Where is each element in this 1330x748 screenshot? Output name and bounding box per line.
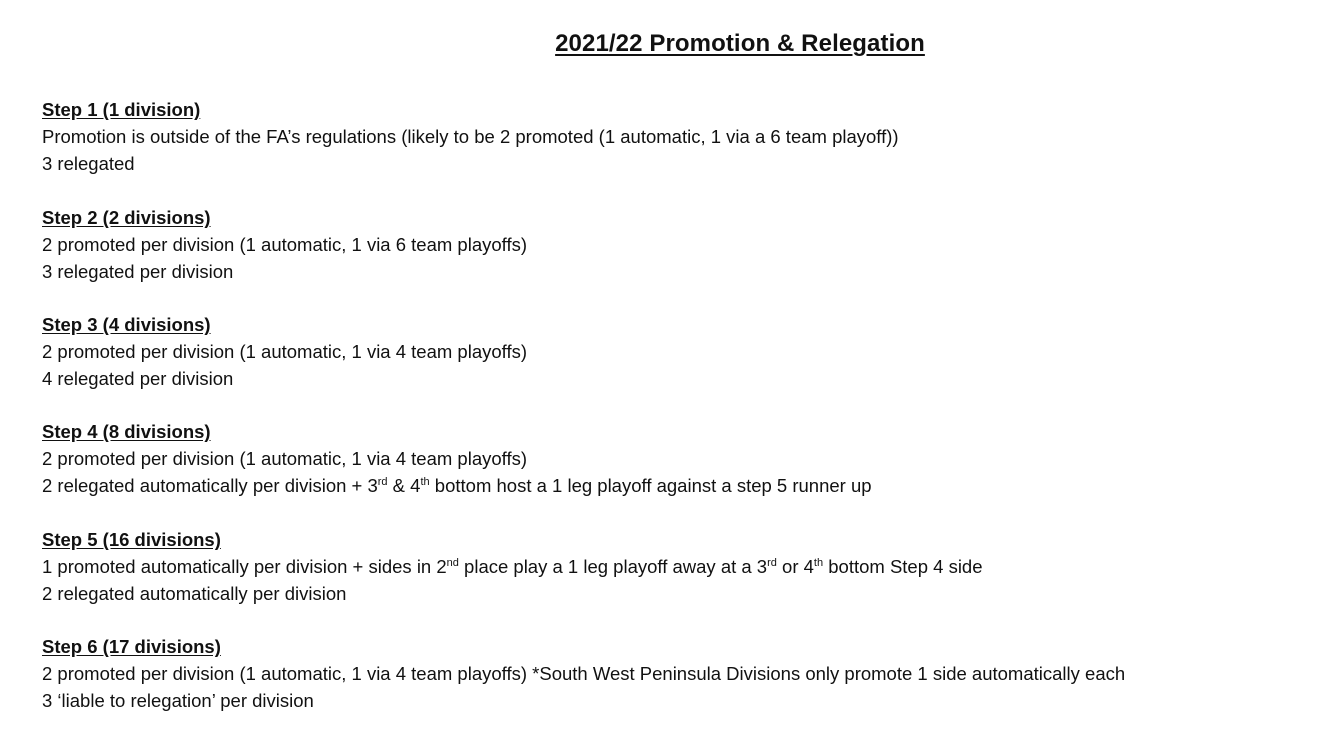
step-5-promotion-part-c: or 4: [776, 556, 814, 577]
step-3-section: [42, 311, 1312, 392]
step-4-section: [42, 418, 1312, 499]
step-1-heading: Step 1 (1 division): [42, 99, 201, 120]
superscript-th: th: [420, 476, 430, 488]
step-4-heading: Step 4 (8 divisions): [42, 421, 211, 442]
superscript-nd: nd: [446, 557, 459, 569]
step-6-promotion-text: 2 promoted per division (1 automatic, 1 via 4 team playoffs) *South West Peninsula Divisions only promote 1 side automatically each: [42, 663, 1126, 684]
step-6-relegation-text: 3 ‘liable to relegation’ per division: [42, 690, 314, 711]
step-5-promotion-part-a: 1 promoted automatically per division + sides in 2: [42, 556, 447, 577]
page-title: 2021/22 Promotion & Relegation: [555, 30, 925, 57]
step-4-relegation-text: [42, 472, 1312, 499]
superscript-th: th: [813, 557, 824, 569]
step-4-promotion-text: 2 promoted per division (1 automatic, 1 via 4 team playoffs): [42, 448, 528, 469]
step-5-promotion-text: [42, 553, 1312, 580]
step-6-heading: Step 6 (17 divisions): [42, 636, 221, 657]
step-5-promotion-part-d: bottom Step 4 side: [823, 556, 983, 577]
step-2-promotion-text: 2 promoted per division (1 automatic, 1 via 6 team playoffs): [42, 234, 528, 255]
step-4-relegation-part-a: 2 relegated automatically per division + 3: [42, 475, 378, 496]
step-3-relegation-text: 4 relegated per division: [42, 368, 234, 389]
step-4-relegation-part-b: & 4: [387, 475, 421, 496]
step-2-section: [42, 204, 1312, 285]
step-1-relegation-text: 3 relegated: [42, 153, 135, 174]
step-5-relegation-text: 2 relegated automatically per division: [42, 583, 347, 604]
step-3-heading: Step 3 (4 divisions): [42, 314, 211, 335]
step-1-section: [42, 96, 1312, 177]
step-6-section: [42, 633, 1312, 714]
step-5-promotion-part-b: place play a 1 leg playoff away at a 3: [458, 556, 768, 577]
step-2-heading: Step 2 (2 divisions): [42, 207, 211, 228]
step-2-relegation-text: 3 relegated per division: [42, 261, 234, 282]
superscript-rd: rd: [767, 557, 777, 569]
step-3-promotion-text: 2 promoted per division (1 automatic, 1 via 4 team playoffs): [42, 341, 528, 362]
step-1-promotion-text: Promotion is outside of the FA’s regulations (likely to be 2 promoted (1 automatic, 1 via a 6 team playoff)): [42, 126, 899, 147]
step-5-heading: Step 5 (16 divisions): [42, 529, 221, 550]
step-5-section: [42, 526, 1312, 607]
superscript-rd: rd: [377, 476, 388, 488]
step-4-relegation-part-c: bottom host a 1 leg playoff against a step 5 runner up: [429, 475, 872, 496]
